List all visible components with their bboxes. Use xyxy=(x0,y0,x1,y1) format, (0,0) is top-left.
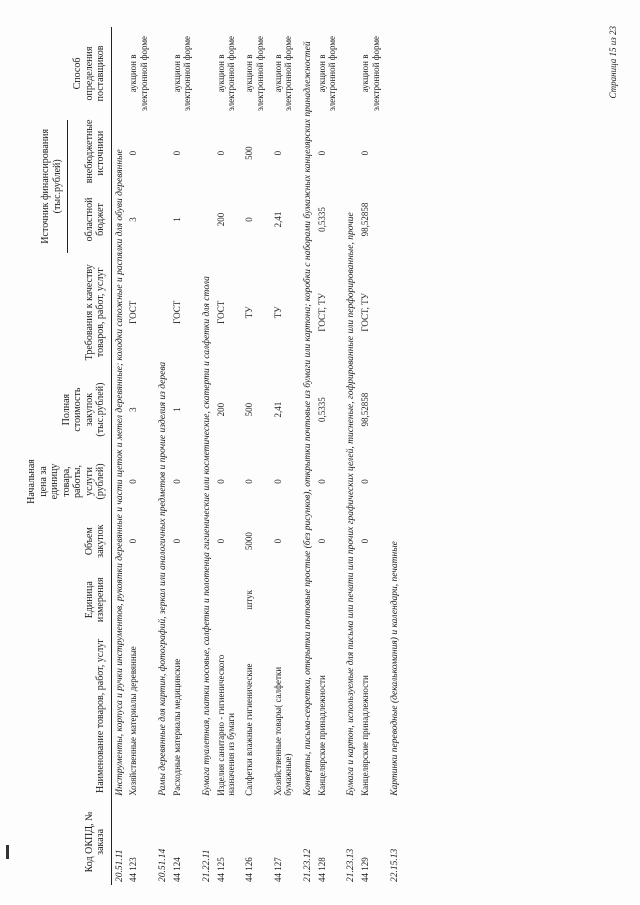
item-unit xyxy=(271,567,300,633)
header-code: Код ОКПД, № заказа xyxy=(25,799,111,885)
item-requirements: ГОСТ xyxy=(215,300,226,324)
item-total-cost: 200 xyxy=(215,402,226,417)
item-volume: 0 xyxy=(172,538,183,544)
table-row xyxy=(358,27,387,885)
item-method: аукцион в электронной форме xyxy=(172,35,193,112)
item-volume: 5000 xyxy=(244,532,255,551)
item-regional-budget: 3 xyxy=(128,217,139,222)
item-name: Канцелярские принадлежности xyxy=(316,675,327,796)
group-row xyxy=(387,27,402,885)
item-method: аукцион в электронной форме xyxy=(316,35,337,112)
item-name: Хозяйственные материалы деревянные xyxy=(128,646,139,796)
group-code: 22.15.13 xyxy=(389,848,400,882)
item-name: Канцелярские принадлежности xyxy=(360,675,371,796)
group-row xyxy=(111,27,126,885)
header-unit-price: Начальная цена за единицу товара, работы, услуги (рублей) xyxy=(25,447,111,516)
item-method: аукцион в электронной форме xyxy=(244,35,265,112)
item-extra-budget: 0 xyxy=(128,150,139,156)
group-row xyxy=(199,27,214,885)
group-code: 21.23.12 xyxy=(302,848,313,882)
item-unit xyxy=(358,567,387,633)
item-requirements: ТУ xyxy=(244,306,255,319)
item-name: Хозяйственные товары( салфетки бумажные) xyxy=(273,666,294,796)
item-total-cost: 98,52858 xyxy=(360,392,371,427)
table-row xyxy=(242,27,271,885)
item-unit-price: 0 xyxy=(273,479,284,484)
item-regional-budget: 2,41 xyxy=(273,211,284,228)
item-name: Расходные материалы медицинские xyxy=(172,658,183,796)
item-name: Салфетки влажные гигиенические xyxy=(244,663,255,796)
header-requirements: Требования к качеству товаров, работ, услуг xyxy=(25,253,111,372)
item-code: 44 127 xyxy=(273,857,284,882)
item-unit xyxy=(214,567,243,633)
item-code: 44 128 xyxy=(316,857,327,882)
item-requirements: ТУ xyxy=(273,306,284,319)
item-volume: 0 xyxy=(215,538,226,544)
group-title: Рамы деревянные для картин, фотографий, зеркал или аналогичных предметов и прочие изделия из дерева xyxy=(158,361,169,796)
group-title: Инструменты, корпуса и ручки инструментов, рукоятки деревянные и части щеток и метел деревянные; колодки сапожные и распялки для обуви деревянные xyxy=(114,149,125,796)
header-name: Наименование товаров, работ, услуг xyxy=(25,633,111,799)
group-row xyxy=(155,27,170,885)
item-regional-budget: 0 xyxy=(244,217,255,222)
item-unit xyxy=(315,567,344,633)
header-regional-budget: областной бюджет xyxy=(68,186,111,252)
item-requirements: ГОСТ xyxy=(172,300,183,324)
group-row xyxy=(300,27,315,885)
item-name: Изделия санитарно - гигиенического назначения из бумаги xyxy=(215,654,236,796)
item-unit-price: 0 xyxy=(215,479,226,484)
header-unit: Единица измерения xyxy=(25,567,111,633)
table-row xyxy=(214,27,243,885)
item-extra-budget: 0 xyxy=(215,150,226,156)
group-code: 20.51.14 xyxy=(158,848,169,882)
table-body xyxy=(111,27,402,885)
item-extra-budget: 0 xyxy=(273,150,284,156)
table-row xyxy=(271,27,300,885)
header-volume: Объем закупок xyxy=(25,516,111,567)
item-total-cost: 1 xyxy=(172,407,183,412)
item-volume: 0 xyxy=(273,538,284,544)
group-code: 21.22.11 xyxy=(201,849,212,882)
item-unit-price: 0 xyxy=(128,479,139,484)
item-total-cost: 0,5335 xyxy=(316,397,327,422)
item-method: аукцион в электронной форме xyxy=(273,35,294,112)
scan-edge-mark xyxy=(6,845,9,859)
item-requirements: ГОСТ, ТУ xyxy=(360,293,371,332)
group-code: 20.51.11 xyxy=(114,849,125,882)
item-unit xyxy=(126,567,155,633)
header-extra-budget: внебюджетные источники xyxy=(68,120,111,186)
header-financing: Источник финансирования (тыс.рублей) xyxy=(25,120,68,253)
item-unit-price: 0 xyxy=(360,479,371,484)
group-title: Бумага и картон, используемые для письма или печати или прочих графических целей, тисненые, гофрированные или перфорированные, прочие xyxy=(346,212,357,796)
item-unit xyxy=(170,567,199,633)
table-row xyxy=(126,27,155,885)
item-unit: штук xyxy=(244,589,255,610)
item-requirements: ГОСТ xyxy=(128,300,139,324)
item-code: 44 125 xyxy=(215,857,226,882)
group-code: 21.23.13 xyxy=(346,848,357,882)
group-title: Конверты, письма-секретки, открытки почтовые простые (без рисунков), открытки почтовые из бумаги или картона; коробки с наборами бумажных канцелярских принадлежностей xyxy=(302,41,313,796)
item-total-cost: 2,41 xyxy=(273,401,284,418)
page-number: Страница 15 из 23 xyxy=(608,26,618,99)
group-row xyxy=(343,27,358,885)
table-row xyxy=(315,27,344,885)
procurement-table xyxy=(25,27,402,885)
header-total-cost: Полная стоимость закупок (тыс.рублей) xyxy=(25,372,111,447)
item-regional-budget: 200 xyxy=(215,212,226,227)
item-code: 44 129 xyxy=(360,857,371,882)
header-method: Способ определения поставщиков xyxy=(25,27,111,120)
item-total-cost: 3 xyxy=(128,407,139,412)
group-title: Картинки переводные (декалькомания) и календари, печатные xyxy=(389,541,400,796)
item-unit-price: 0 xyxy=(244,479,255,484)
item-code: 44 123 xyxy=(128,857,139,882)
table-header-row xyxy=(25,27,68,885)
group-title: Бумага туалетная, платки носовые, салфетки и полотенца гигиенические или косметические, скатерти и салфетки для стола xyxy=(201,276,212,796)
item-unit-price: 0 xyxy=(172,479,183,484)
item-requirements: ГОСТ, ТУ xyxy=(316,293,327,332)
item-method: аукцион в электронной форме xyxy=(360,35,381,112)
item-extra-budget: 0 xyxy=(172,150,183,156)
item-total-cost: 500 xyxy=(244,402,255,417)
item-regional-budget: 0,5335 xyxy=(316,207,327,232)
item-volume: 0 xyxy=(316,538,327,544)
item-unit-price: 0 xyxy=(316,479,327,484)
item-extra-budget: 500 xyxy=(244,146,255,160)
item-code: 44 126 xyxy=(244,857,255,882)
item-volume: 0 xyxy=(128,538,139,544)
item-regional-budget: 1 xyxy=(172,217,183,222)
item-method: аукцион в электронной форме xyxy=(128,35,149,112)
item-method: аукцион в электронной форме xyxy=(215,35,236,112)
item-extra-budget: 0 xyxy=(316,150,327,156)
item-code: 44 124 xyxy=(172,857,183,882)
item-extra-budget: 0 xyxy=(360,150,371,156)
item-regional-budget: 98,52858 xyxy=(360,202,371,237)
item-volume: 0 xyxy=(360,538,371,544)
table-row xyxy=(170,27,199,885)
